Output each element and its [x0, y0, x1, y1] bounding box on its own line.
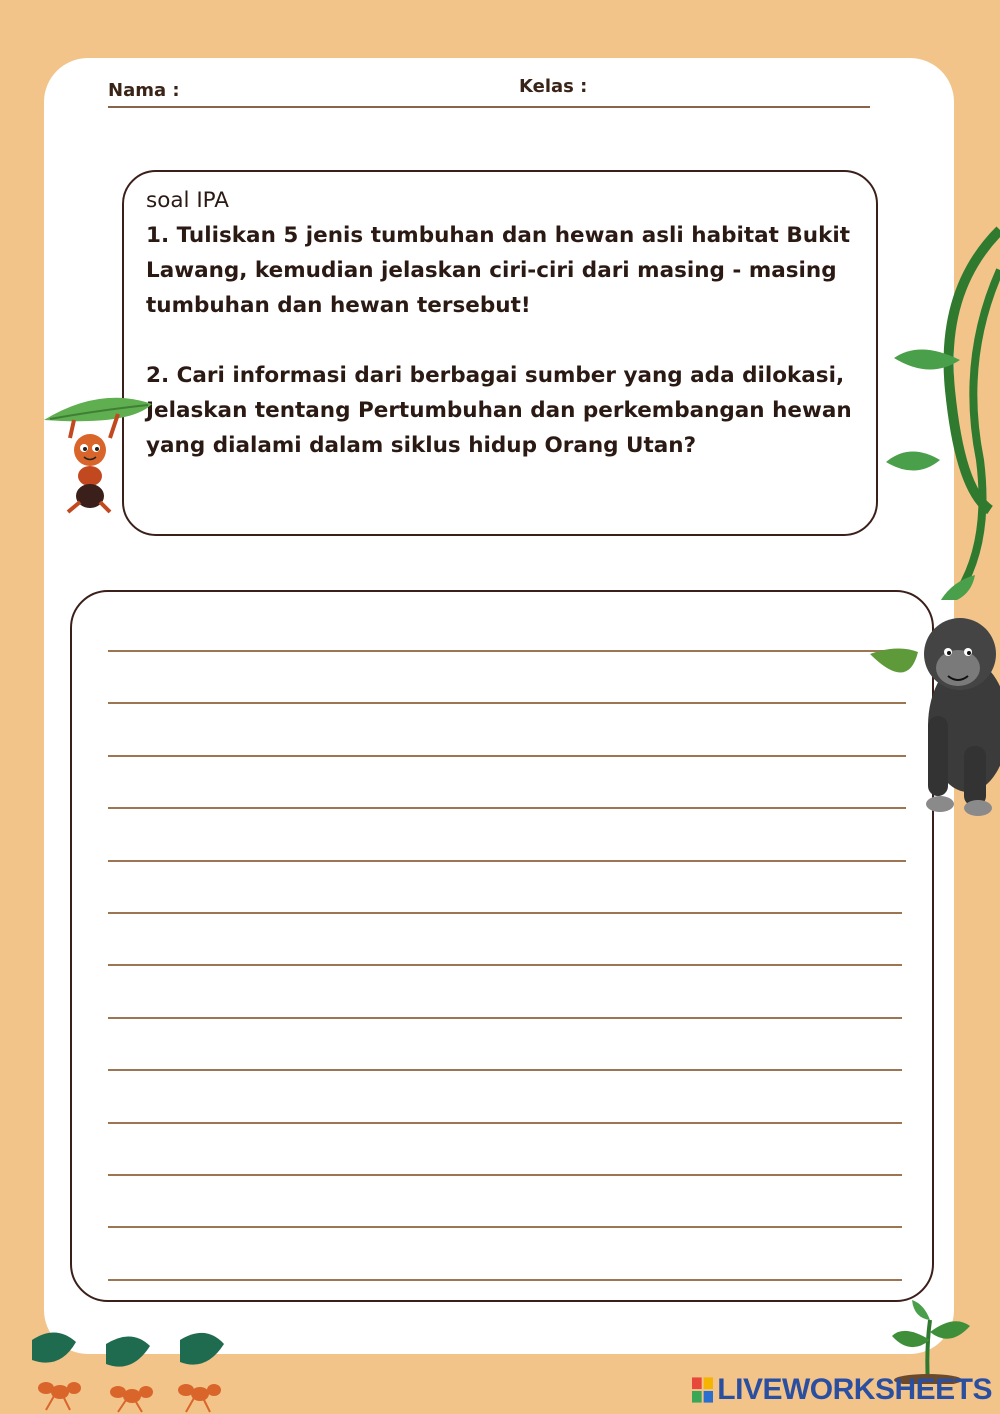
ant-with-leaf-icon — [40, 390, 160, 518]
writing-line[interactable] — [108, 1226, 902, 1228]
writing-line[interactable] — [108, 912, 902, 914]
liveworksheets-brand — [692, 1372, 992, 1408]
name-class-underline — [108, 106, 870, 108]
question-spacer — [146, 323, 868, 358]
question-1: 1. Tuliskan 5 jenis tumbuhan dan hewan asli habitat Bukit Lawang, kemudian jelaskan ciri-ciri dari masing - masing tumbuhan dan hewan tersebut! — [146, 223, 851, 318]
vine-icon — [880, 210, 1000, 600]
writing-line[interactable] — [108, 1122, 902, 1124]
writing-line[interactable] — [108, 860, 906, 862]
writing-line[interactable] — [108, 1017, 902, 1019]
gorilla-icon — [868, 596, 1000, 820]
liveworksheets-wordmark: LIVEWORKSHEETS — [717, 1373, 992, 1406]
writing-line[interactable] — [108, 702, 906, 704]
writing-line[interactable] — [108, 1279, 902, 1281]
writing-line[interactable] — [108, 964, 902, 966]
question-text — [146, 183, 868, 463]
answer-box[interactable] — [70, 590, 934, 1302]
writing-line[interactable] — [108, 755, 906, 757]
writing-line[interactable] — [108, 1069, 902, 1071]
liveworksheets-logo-icon — [692, 1377, 713, 1403]
question-2: 2. Cari informasi dari berbagai sumber yang ada dilokasi, Jelaskan tentang Pertumbuhan dan perkembangan hewan yang dialami dalam siklus hidup Orang Utan? — [146, 363, 852, 458]
question-title: soal IPA — [146, 188, 229, 213]
name-label: Nama : — [108, 80, 180, 101]
writing-line[interactable] — [108, 807, 906, 809]
ants-carrying-leaves-icon — [20, 1326, 240, 1414]
writing-line[interactable] — [108, 1174, 902, 1176]
writing-line[interactable] — [108, 650, 906, 652]
class-label: Kelas : — [519, 76, 588, 97]
